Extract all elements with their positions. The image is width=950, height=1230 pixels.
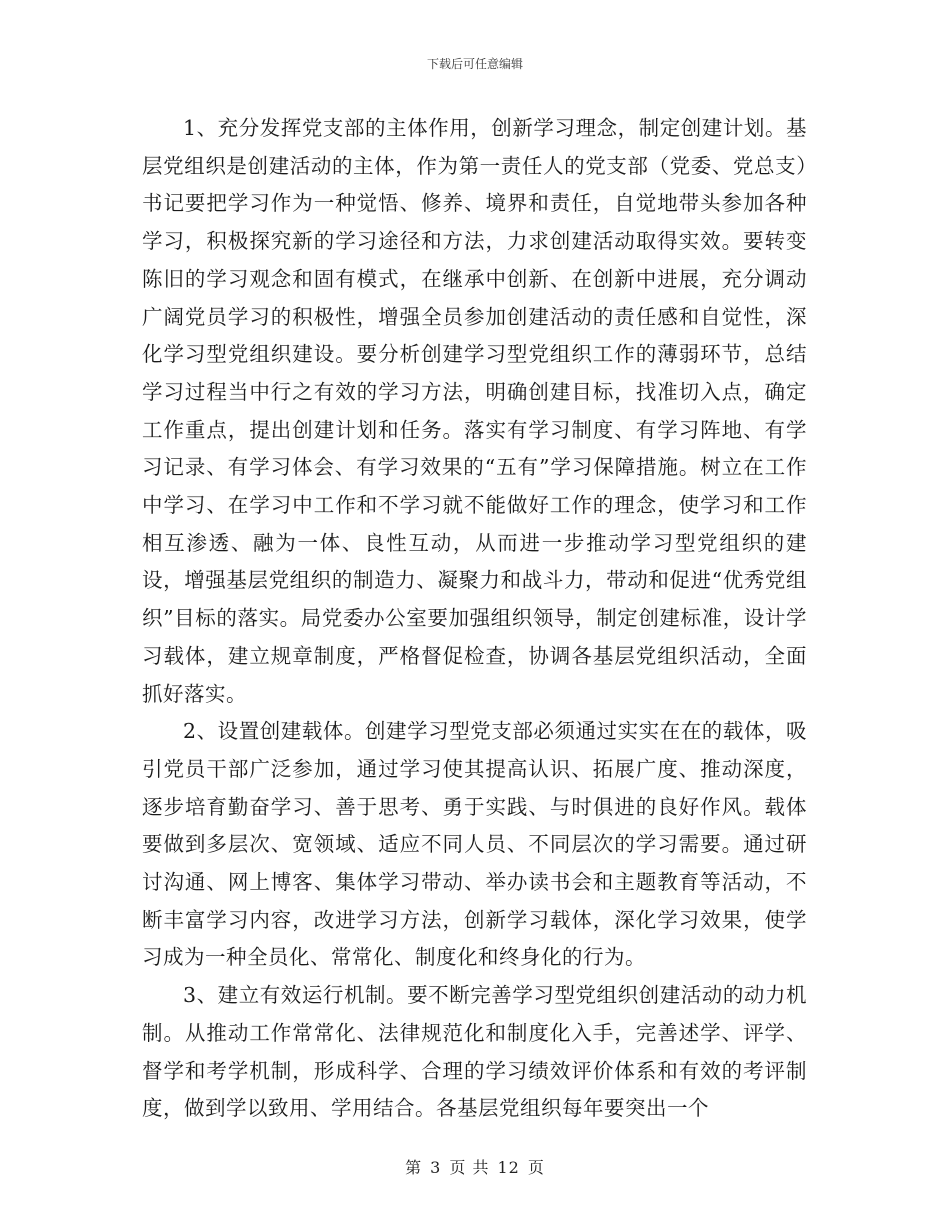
document-body	[142, 110, 807, 1128]
footer-page-number: 3	[430, 1158, 442, 1177]
page-footer	[0, 1155, 950, 1178]
paragraph-2: 2、设置创建载体。创建学习型党支部必须通过实实在在的载体，吸引党员干部广泛参加，通过学习使其提高认识、拓展广度、推动深度，逐步培育勤奋学习、善于思考、勇于实践、与时俱进的良好作风。载体要做到多层次、宽领域、适应不同人员、不同层次的学习需要。通过研讨沟通、网上博客、集体学习带动、举办读书会和主题教育等活动，不断丰富学习内容，改进学习方法，创新学习载体，深化学习效果，使学习成为一种全员化、常常化、制度化和终身化的行为。	[142, 719, 807, 970]
paragraph-1: 1、充分发挥党支部的主体作用，创新学习理念，制定创建计划。基层党组织是创建活动的主体，作为第一责任人的党支部（党委、党总支）书记要把学习作为一种觉悟、修养、境界和责任，自觉地带头参加各种学习，积极探究新的学习途径和方法，力求创建活动取得实效。要转变陈旧的学习观念和固有模式，在继承中创新、在创新中进展，充分调动广阔党员学习的积极性，增强全员参加创建活动的责任感和自觉性，深化学习型党组织建设。要分析创建学习型党组织工作的薄弱环节，总结学习过程当中行之有效的学习方法，明确创建目标，找准切入点，确定工作重点，提出创建计划和任务。落实有学习制度、有学习阵地、有学习记录、有学习体会、有学习效果的“五有”学习保障措施。树立在工作中学习、在学习中工作和不学习就不能做好工作的理念，使学习和工作相互渗透、融为一体、良性互动，从而进一步推动学习型党组织的建设，增强基层党组织的制造力、凝聚力和战斗力，带动和促进“优秀党组织”目标的落实。局党委办公室要加强组织领导，制定创建标准，设计学习载体，建立规章制度，严格督促检查，协调各基层党组织活动，全面抓好落实。	[142, 116, 807, 706]
footer-prefix: 第	[405, 1158, 423, 1177]
page-header-note: 下载后可任意编辑	[426, 57, 523, 71]
footer-middle: 页 共	[449, 1158, 490, 1177]
footer-total-pages: 12	[497, 1158, 520, 1177]
footer-suffix: 页	[527, 1158, 545, 1177]
paragraph-3: 3、建立有效运行机制。要不断完善学习型党组织创建活动的动力机制。从推动工作常常化、法律规范化和制度化入手，完善述学、评学、督学和考学机制，形成科学、合理的学习绩效评价体系和有效的考评制度，做到学以致用、学用结合。各基层党组织每年要突出一个	[142, 983, 807, 1121]
